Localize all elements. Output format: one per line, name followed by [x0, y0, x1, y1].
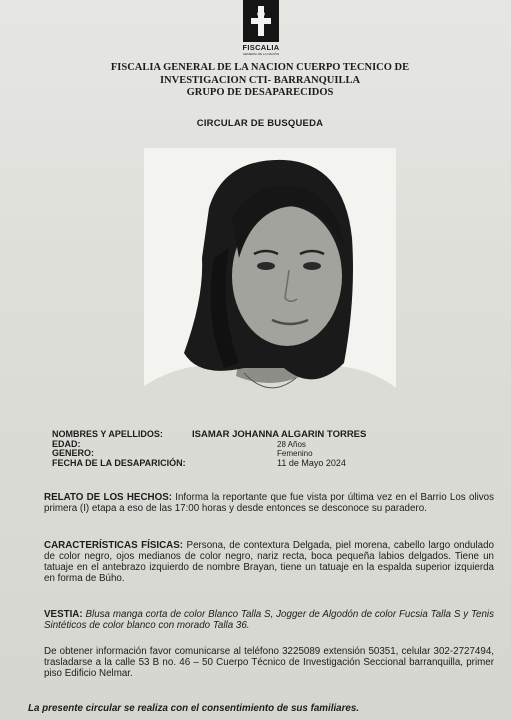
- gender-label: GENERO:: [52, 448, 95, 458]
- header-line-2: INVESTIGACION CTI- BARRANQUILLA: [159, 74, 361, 86]
- relato-section: [44, 492, 494, 514]
- circular-title: CIRCULAR DE BUSQUEDA: [196, 118, 324, 129]
- disappearance-date: 11 de Mayo 2024: [277, 457, 346, 468]
- person-gender: Femenino: [277, 449, 313, 458]
- date-row: [52, 459, 492, 469]
- document-header: [60, 62, 460, 100]
- puzzle-cross-icon: [249, 4, 273, 38]
- date-label: FECHA DE LA DESAPARICIÓN:: [52, 457, 186, 468]
- missing-person-photo: [144, 148, 396, 422]
- logo-emblem: [243, 0, 279, 42]
- name-row: [52, 430, 492, 440]
- logo-name: FISCALIA: [242, 43, 280, 52]
- name-label: NOMBRES Y APELLIDOS:: [52, 429, 163, 439]
- logo-subtitle: GENERAL DE LA NACIÓN: [242, 52, 280, 56]
- header-line-1: FISCALIA GENERAL DE LA NACION CUERPO TECNICO DE: [110, 62, 410, 73]
- person-name: ISAMAR JOHANNA ALGARIN TORRES: [192, 429, 367, 440]
- contact-text: De obtener información favor comunicarse al teléfono 3225089 extensión 50351, celular 302-2727494, trasladarse a la calle 53 B no. 46 – 50 Cuerpo Técnico de Investigación Seccional barranquilla, primer piso Edificio Nelmar.: [44, 646, 494, 679]
- caracteristicas-label: CARACTERÍSTICAS FÍSICAS:: [44, 540, 184, 551]
- relato-label: RELATO DE LOS HECHOS:: [44, 492, 173, 503]
- vestia-text: Blusa manga corta de color Blanco Talla S, Jogger de Algodón de color Fucsia Talla S y Tenis Sintéticos de color blanco con morado Talla 36.: [44, 609, 494, 631]
- contact-section: [44, 646, 494, 679]
- vestia-label: VESTIA:: [44, 609, 83, 620]
- header-line-3: GRUPO DE DESAPARECIDOS: [186, 87, 334, 98]
- vestia-section: [44, 609, 494, 631]
- consent-footer: La presente circular se realiza con el consentimiento de sus familiares.: [28, 703, 360, 714]
- caracteristicas-text: Persona, de contextura Delgada, piel morena, cabello largo ondulado de color negro, ojos medianos de color negro, nariz recta, boca pequeña labios delgados. Tiene un tatuaje en el antebrazo izquierdo de nombre Brayan, tiene un tatuaje en la espalda superior izquierda en forma de Búho.: [44, 540, 495, 584]
- portrait-image: [144, 148, 396, 422]
- age-row: [52, 440, 492, 450]
- person-details: [52, 430, 492, 468]
- fiscalia-logo: [236, 0, 286, 56]
- relato-text: Informa la reportante que fue vista por última vez en el Barrio Los olivos primera (I) etapa a eso de las 17:00 horas y desde entonces se desconoce su paradero.: [44, 492, 494, 514]
- person-age: 28 Años: [277, 439, 306, 449]
- caracteristicas-section: [44, 540, 494, 584]
- age-label: EDAD:: [52, 438, 81, 449]
